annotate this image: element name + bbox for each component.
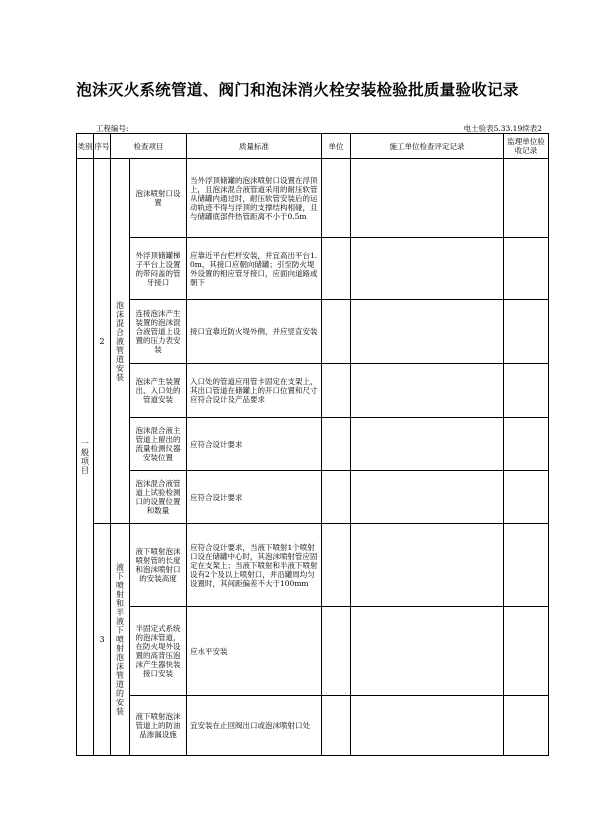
quality-standard: 入口处的管道应用管卡固定在支架上，其出口管道在储罐上的开口位置和尺寸应符合设计及产品要求 [187, 364, 322, 418]
supervisor-result-cell[interactable] [504, 159, 549, 238]
contractor-result-cell[interactable] [351, 607, 504, 696]
form-code: 电土验表5.33.19续表2 [463, 124, 542, 133]
supervisor-result-cell[interactable] [504, 471, 549, 524]
table-row [77, 471, 549, 524]
category-cell: 一般项目 [77, 159, 94, 756]
quality-standard: 应符合设计要求 [187, 418, 322, 471]
quality-standard: 当外浮顶储罐的泡沫喷射口设置在浮顶上，且泡沫混合液管道采用的耐压软管从储罐内通过时，耐压软管安装后的运动轨迹不得与浮顶的支撑结构相碰，且与储罐底部件热管距离不小于0.5m [187, 159, 322, 238]
quality-standard: 应水平安装 [187, 607, 322, 696]
contractor-result-cell[interactable] [351, 238, 504, 300]
supervisor-result-cell[interactable] [504, 607, 549, 696]
unit-cell[interactable] [322, 607, 351, 696]
supervisor-result-cell[interactable] [504, 696, 549, 756]
check-item: 液下喷射泡沫管道上的防油品渗漏设施 [130, 696, 187, 756]
page-title: 泡沫灭火系统管道、阀门和泡沫消火栓安装检验批质量验收记录 [76, 81, 519, 99]
table-row [77, 607, 549, 696]
unit-cell[interactable] [322, 364, 351, 418]
contractor-result-cell[interactable] [351, 696, 504, 756]
header-supervisor-result: 监理单位验收记录 [504, 134, 549, 159]
supervisor-result-cell[interactable] [504, 238, 549, 300]
seq-cell: 2 [94, 159, 111, 524]
unit-cell[interactable] [322, 159, 351, 238]
check-item: 泡沫混合液管道上试验检测口的设置位置和数量 [130, 471, 187, 524]
table-row [77, 696, 549, 756]
group-name-cell: 液下喷射和半液下喷射泡沫管道的安装 [111, 524, 130, 756]
quality-standard: 应符合设计要求 [187, 471, 322, 524]
contractor-result-cell[interactable] [351, 300, 504, 364]
check-item: 半固定式系统的泡沫管道，在防火堤外设置的高背压泡沫产生器快装接口安装 [130, 607, 187, 696]
header-row [77, 134, 549, 159]
header-unit: 单位 [322, 134, 351, 159]
quality-standard: 应符合设计要求，当液下喷射1个喷射口设在储罐中心时，其泡沫喷射管应固定在支架上；当液下喷射和半液下喷射设有2个及以上喷射口，并沿罐周均匀设置时，其间距偏差不大于100mm [187, 524, 322, 607]
quality-standard: 接口宜靠近防火堤外侧，并应竖直安装 [187, 300, 322, 364]
header-check-item: 检查项目 [111, 134, 187, 159]
header-standard: 质量标准 [187, 134, 322, 159]
contractor-result-cell[interactable] [351, 471, 504, 524]
supervisor-result-cell[interactable] [504, 524, 549, 607]
table-row [77, 364, 549, 418]
check-item: 外浮顶储罐梯子平台上设置的带闷盖的管牙接口 [130, 238, 187, 300]
header-contractor-result: 施工单位检查评定记录 [351, 134, 504, 159]
contractor-result-cell[interactable] [351, 364, 504, 418]
check-item: 泡沫喷射口设置 [130, 159, 187, 238]
unit-cell[interactable] [322, 696, 351, 756]
unit-cell[interactable] [322, 300, 351, 364]
check-item: 液下喷射泡沫喷射管的长度和泡沫喷射口的安装高度 [130, 524, 187, 607]
header-category: 类别 [77, 134, 94, 159]
supervisor-result-cell[interactable] [504, 300, 549, 364]
unit-cell[interactable] [322, 238, 351, 300]
quality-standard: 应靠近平台栏杆安装，并宜高出平台1.0m，其接口应朝向储罐；引至防火堤外设置的相应管牙接口，应面向道路或朝下 [187, 238, 322, 300]
check-item: 泡沫产生装置出、入口处的管道安装 [130, 364, 187, 418]
unit-cell[interactable] [322, 418, 351, 471]
check-item: 连接泡沫产生装置的泡沫混合液管道上设置的压力表安装 [130, 300, 187, 364]
inspection-table [76, 133, 549, 756]
contractor-result-cell[interactable] [351, 159, 504, 238]
check-item: 泡沫混合液主管道上留出的流量检测仪器安装位置 [130, 418, 187, 471]
header-seq: 序号 [94, 134, 111, 159]
supervisor-result-cell[interactable] [504, 418, 549, 471]
group-name-cell: 泡沫混合液管道安装 [111, 159, 130, 524]
quality-standard: 宜安装在止回阀出口或泡沫喷射口处 [187, 696, 322, 756]
table-row [77, 524, 549, 607]
supervisor-result-cell[interactable] [504, 364, 549, 418]
table-row [77, 159, 549, 238]
table-row [77, 418, 549, 471]
unit-cell[interactable] [322, 471, 351, 524]
seq-cell: 3 [94, 524, 111, 756]
contractor-result-cell[interactable] [351, 418, 504, 471]
table-row [77, 300, 549, 364]
project-number-label: 工程编号: [96, 124, 129, 133]
unit-cell[interactable] [322, 524, 351, 607]
table-row [77, 238, 549, 300]
contractor-result-cell[interactable] [351, 524, 504, 607]
